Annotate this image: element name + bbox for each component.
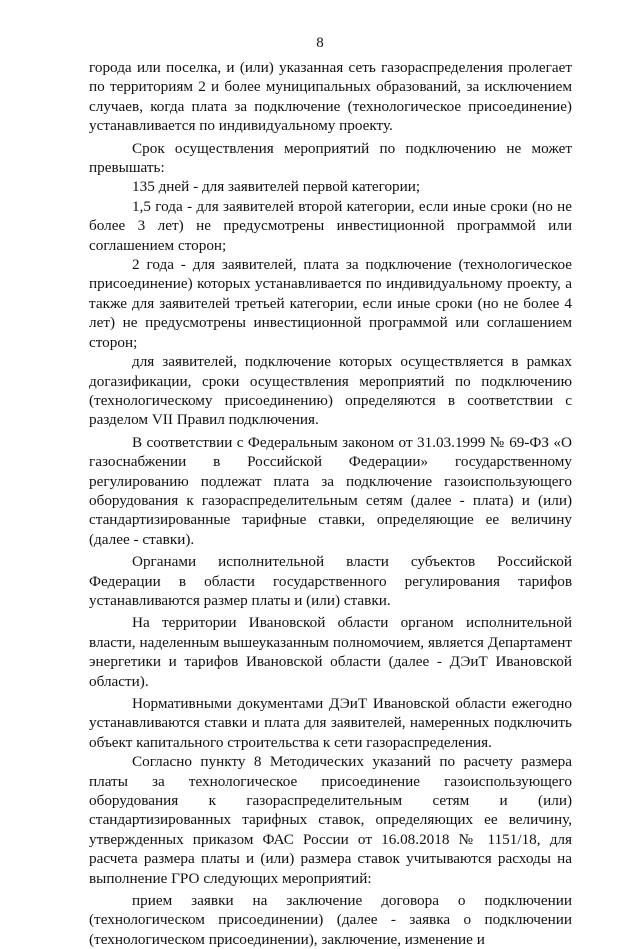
paragraph-methodical-guidelines: Согласно пункту 8 Методических указаний по расчету размера платы за технологическое присоединение газоиспользующего оборудования к газораспределительным сетям и (или) стандартизированных тарифных ставок, определяющих ее величину, утвержденных приказом ФАС России от 16.08.2018 № 1151/18, для расчета размера платы и (или) размера ставок учитываются расходы на выполнение ГРО следующих мероприятий: [89, 753, 572, 887]
paragraph-ivanovo-department: На территории Ивановской области органом исполнительной власти, наделенным вышеуказанным полномочием, является Департамент энергетики и тарифов Ивановской области (далее - ДЭиТ Ивановской области). [89, 614, 572, 690]
paragraph-first-category: 135 дней - для заявителей первой категории; [132, 178, 421, 196]
paragraph-deadline-intro: Срок осуществления мероприятий по подключению не может превышать: [89, 139, 572, 177]
paragraph-second-category: 1,5 года - для заявителей второй категории, если иные сроки (но не более 3 лет) не предусмотрены инвестиционной программой или соглашением сторон; [89, 197, 572, 254]
document-body [89, 58, 572, 949]
paragraph-application-acceptance: прием заявки на заключение договора о подключении (технологическом присоединении) (далее - заявка о подключении (технологическом присоединении), заключение, изменение и [89, 892, 572, 948]
paragraph-normative-documents: Нормативными документами ДЭиТ Ивановской области ежегодно устанавливаются ставки и плата для заявителей, намеренных подключить объект капитального строительства к сети газораспределения. [89, 695, 572, 751]
paragraph-regional-authorities: Органами исполнительной власти субъектов Российской Федерации в области государственного регулирования тарифов устанавливаются размер платы и (или) ставки. [89, 553, 572, 609]
page-number: 8 [316, 35, 324, 51]
paragraph-third-category: 2 года - для заявителей, плата за подключение (технологическое присоединение) которых устанавливается по индивидуальному проекту, а также для заявителей третьей категории, если иные сроки (но не более 4 лет) не предусмотрены инвестиционной программой или соглашением сторон; [89, 256, 572, 351]
paragraph-additional-gasification: для заявителей, подключение которых осуществляется в рамках догазификации, сроки осуществления мероприятий по подключению (технологическому присоединению) определяются в соответствии с разделом VII Правил подключения. [89, 353, 572, 429]
paragraph-federal-law: В соответствии с Федеральным законом от 31.03.1999 № 69-ФЗ «О газоснабжении в Российской Федерации» государственному регулированию подлежат плата за подключение газоиспользующего оборудования к газораспределительным сетям (далее - плата) и (или) стандартизированные тарифные ставки, определяющие ее величину (далее - ставки). [89, 433, 572, 548]
paragraph-continuation: города или поселка, и (или) указанная сеть газораспределения пролегает по территориям 2 и более муниципальных образований, за исключением случаев, когда плата за подключение (технологическое присоединение) устанавливается по индивидуальному проекту. [89, 59, 572, 135]
